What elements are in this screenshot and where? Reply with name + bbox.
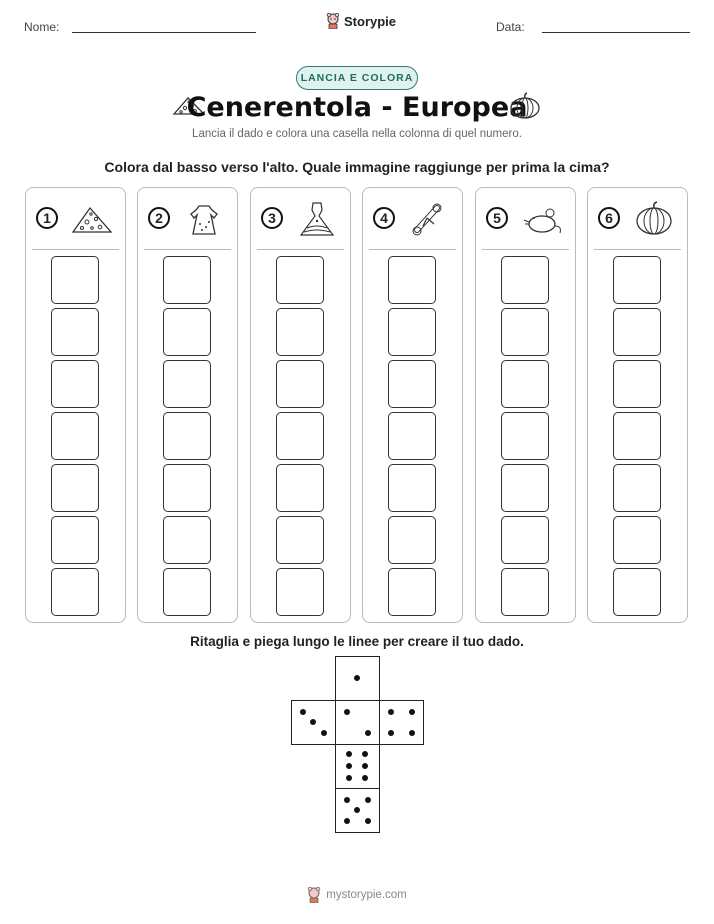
dice-face-2 [335,700,380,745]
cheese-icon [70,200,114,238]
color-box[interactable] [613,256,661,304]
pumpkin-icon [509,92,541,120]
color-box[interactable] [388,568,436,616]
color-box[interactable] [51,360,99,408]
column-divider [482,249,569,250]
color-box[interactable] [163,308,211,356]
pip [344,818,350,824]
color-box[interactable] [276,308,324,356]
color-box[interactable] [501,308,549,356]
footer [0,887,714,903]
color-box[interactable] [501,464,549,512]
pip [354,807,360,813]
color-box[interactable] [501,360,549,408]
color-box[interactable] [163,568,211,616]
pip [344,709,350,715]
color-box[interactable] [163,464,211,512]
page-subtitle: Lancia il dado e colora una casella nella colonna di quel numero. [192,128,522,140]
color-box[interactable] [51,464,99,512]
color-box[interactable] [613,568,661,616]
color-box[interactable] [613,516,661,564]
color-box[interactable] [51,568,99,616]
color-box[interactable] [613,412,661,460]
pip [300,709,306,715]
color-box[interactable] [388,360,436,408]
dice-column-5 [475,187,576,623]
color-box[interactable] [276,568,324,616]
color-box[interactable] [163,412,211,460]
color-box[interactable] [276,360,324,408]
activity-badge: LANCIA E COLORA [296,66,418,90]
color-box[interactable] [276,412,324,460]
column-number: 4 [373,207,395,229]
pip [362,763,368,769]
color-box[interactable] [501,412,549,460]
column-divider [144,249,231,250]
storypie-mascot-icon [326,13,340,29]
dice-column-4 [362,187,463,623]
color-box[interactable] [51,256,99,304]
color-box[interactable] [51,308,99,356]
footer-url[interactable]: mystorypie.com [326,889,407,901]
pip [365,797,371,803]
color-box[interactable] [51,516,99,564]
color-box[interactable] [276,464,324,512]
dice-column-2 [137,187,238,623]
column-number: 1 [36,207,58,229]
color-box[interactable] [388,256,436,304]
dice-instruction: Ritaglia e piega lungo le linee per creare il tuo dado. [190,634,524,649]
brand-name: Storypie [344,13,397,29]
color-box[interactable] [163,360,211,408]
dice-column-1 [25,187,126,623]
color-box[interactable] [51,412,99,460]
color-box[interactable] [388,412,436,460]
color-box[interactable] [388,464,436,512]
dice-face-4 [379,700,424,745]
dice-face-3 [291,700,336,745]
dress-icon [182,200,226,238]
pip [321,730,327,736]
column-number: 3 [261,207,283,229]
column-divider [32,249,119,250]
gown-icon [295,200,339,238]
brand-logo [326,13,396,29]
color-box[interactable] [613,464,661,512]
date-line[interactable] [542,32,690,33]
pip [388,730,394,736]
color-box[interactable] [163,516,211,564]
pip [409,730,415,736]
pip [362,751,368,757]
scroll-icon [407,200,451,238]
pip [310,719,316,725]
color-box[interactable] [276,516,324,564]
color-box[interactable] [163,256,211,304]
mouse-icon [520,200,564,238]
column-number: 6 [598,207,620,229]
color-box[interactable] [388,516,436,564]
date-label: Data: [496,20,525,34]
dice-column-6 [587,187,688,623]
dice-face-5 [335,788,380,833]
column-divider [257,249,344,250]
color-box[interactable] [501,568,549,616]
pip [388,709,394,715]
column-number: 5 [486,207,508,229]
pip [365,730,371,736]
dice-column-3 [250,187,351,623]
color-box[interactable] [501,516,549,564]
name-label: Nome: [24,20,60,34]
page-title: Cenerentola - Europea [186,92,528,123]
name-line[interactable] [72,32,256,33]
color-box[interactable] [388,308,436,356]
pip [354,675,360,681]
pip [365,818,371,824]
pip [346,775,352,781]
column-number: 2 [148,207,170,229]
pip [344,797,350,803]
storypie-mascot-icon [307,887,321,903]
color-box[interactable] [501,256,549,304]
pip [346,763,352,769]
color-box[interactable] [276,256,324,304]
color-box[interactable] [613,308,661,356]
color-box[interactable] [613,360,661,408]
game-instruction: Colora dal basso verso l'alto. Quale immagine raggiunge per prima la cima? [104,159,610,175]
pumpkin-icon [632,200,676,238]
pip [362,775,368,781]
dice-face-1 [335,656,380,701]
dice-face-6 [335,744,380,789]
column-divider [369,249,456,250]
pip [409,709,415,715]
column-divider [594,249,681,250]
pip [346,751,352,757]
